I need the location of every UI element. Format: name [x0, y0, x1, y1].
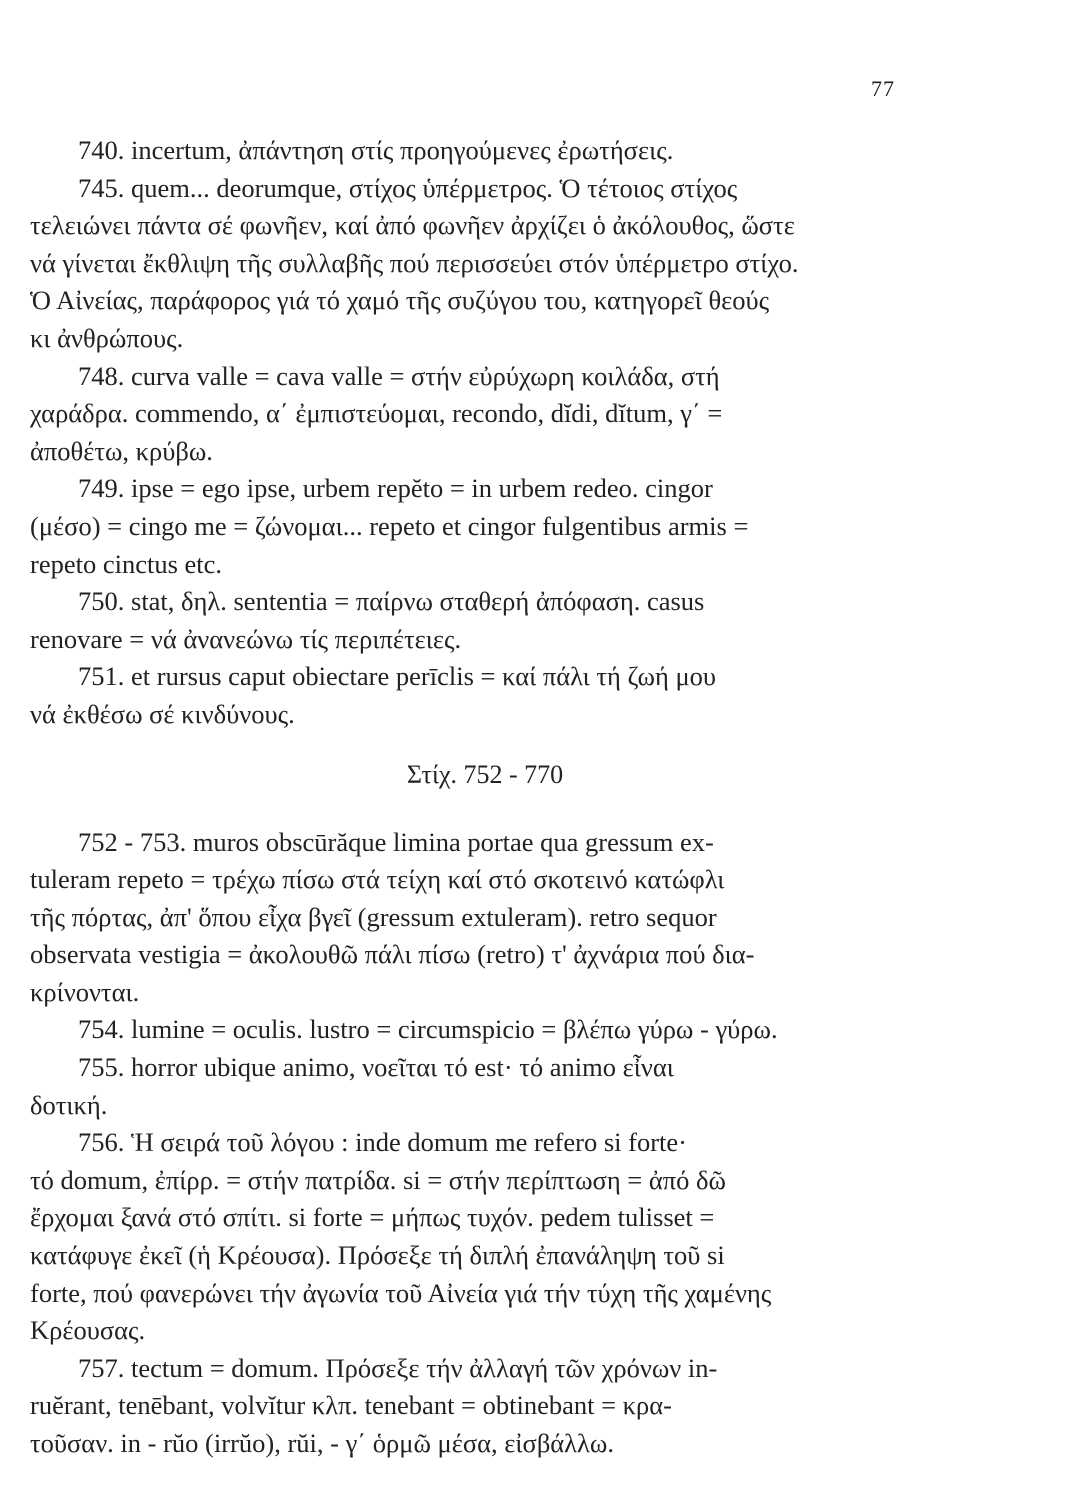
text-line: 751. et rursus caput obiectare perīclis = καί πάλι τή ζωή μου: [78, 661, 717, 692]
text-line: observata vestigia = ἀκολουθῶ πάλι πίσω (retro) τ' ἀχνάρια πού δια-: [30, 939, 755, 970]
text-line: renovare = νά ἀνανεώνω τίς περιπέτειες.: [30, 623, 462, 654]
text-line: 752 - 753. muros obscūrăque limina portae qua gressum ex-: [78, 826, 714, 857]
text-line: ἔρχομαι ξανά στό σπίτι. si forte = μήπως τυχόν. pedem tulisset =: [30, 1202, 715, 1233]
text-line: 755. horror ubique animo, νοεῖται τό est· τό animo εἶναι: [78, 1052, 674, 1083]
commentary-note-740: [30, 132, 900, 170]
text-line: 749. ipse = ego ipse, urbem repĕto = in urbem redeo. cingor: [78, 473, 713, 504]
text-line: 756. Ἡ σειρά τοῦ λόγου : inde domum me refero si forte·: [78, 1127, 687, 1158]
text-line: forte, πού φανερώνει τήν ἀγωνία τοῦ Αἰνεία γιά τήν τύχη τῆς χαμένης: [30, 1277, 772, 1308]
text-line: χαράδρα. commendo, α΄ ἐμπιστεύομαι, recondo, dĭdi, dĭtum, γ΄ =: [30, 398, 723, 429]
text-line: Ὁ Αἰνείας, παράφορος γιά τό χαμό τῆς συζύγου του, κατηγορεῖ θεούς: [30, 285, 770, 316]
commentary-note-745: [30, 170, 900, 358]
commentary-note-751: [30, 658, 900, 733]
commentary-body: [30, 132, 900, 1463]
text-line: 754. lumine = oculis. lustro = circumspicio = βλέπω γύρω - γύρω.: [78, 1014, 778, 1045]
commentary-note-749: [30, 470, 900, 583]
commentary-note-755: [30, 1049, 900, 1124]
text-line: τοῦσαν. in - rŭo (irrŭo), rŭi, - γ΄ ὁρμῶ μέσα, εἰσβάλλω.: [30, 1428, 614, 1458]
text-line: ruĕrant, tenēbant, volvĭtur κλπ. tenebant = obtinebant = κρα-: [30, 1390, 672, 1421]
text-line: 750. stat, δηλ. sententia = παίρνω σταθερή ἀπόφαση. casus: [78, 586, 705, 617]
text-line: κατάφυγε ἐκεῖ (ἡ Κρέουσα). Πρόσεξε τή διπλή ἐπανάληψη τοῦ si: [30, 1240, 725, 1271]
text-line: repeto cinctus etc.: [30, 548, 223, 579]
page-number: 77: [871, 76, 895, 101]
text-line: νά ἐκθέσω σέ κινδύνους.: [30, 698, 295, 729]
text-line: Κρέουσας.: [30, 1315, 146, 1346]
text-line: κι ἀνθρώπους.: [30, 322, 184, 353]
text-line: tuleram repeto = τρέχω πίσω στά τείχη καί στό σκοτεινό κατώφλι: [30, 864, 725, 895]
commentary-note-748: [30, 358, 900, 471]
commentary-note-754: [30, 1011, 900, 1049]
section-heading: Στίχ. 752 - 770: [406, 759, 564, 789]
text-line: 740. incertum, ἀπάντηση στίς προηγούμενες ἐρωτήσεις.: [78, 135, 674, 165]
commentary-note-752-753: [30, 824, 900, 1012]
commentary-note-756: [30, 1124, 900, 1350]
text-line: δοτική.: [30, 1089, 108, 1120]
text-line: 748. curva valle = cava valle = στήν εὐρύχωρη κοιλάδα, στή: [78, 360, 720, 391]
text-line: ἀποθέτω, κρύβω.: [30, 435, 213, 466]
commentary-note-757: [30, 1350, 900, 1463]
text-line: κρίνονται.: [30, 976, 140, 1007]
text-line: (μέσο) = cingo me = ζώνομαι... repeto et cingor fulgentibus armis =: [30, 510, 749, 541]
text-line: νά γίνεται ἔκθλιψη τῆς συλλαβῆς πού περισσεύει στόν ὑπέρμετρο στίχο.: [30, 247, 799, 278]
text-line: τό domum, ἐπίρρ. = στήν πατρίδα. si = στήν περίπτωση = ἀπό δῶ: [30, 1164, 726, 1195]
text-line: 745. quem... deorumque, στίχος ὑπέρμετρος. Ὁ τέτοιος στίχος: [78, 172, 738, 203]
text-line: τελειώνει πάντα σέ φωνῆεν, καί ἀπό φωνῆεν ἀρχίζει ὁ ἀκόλουθος, ὥστε: [30, 210, 795, 241]
text-line: 757. tectum = domum. Πρόσεξε τήν ἀλλαγή τῶν χρόνων in-: [78, 1352, 718, 1383]
commentary-note-750: [30, 583, 900, 658]
text-line: τῆς πόρτας, ἀπ' ὅπου εἶχα βγεῖ (gressum extuleram). retro sequor: [30, 901, 717, 932]
